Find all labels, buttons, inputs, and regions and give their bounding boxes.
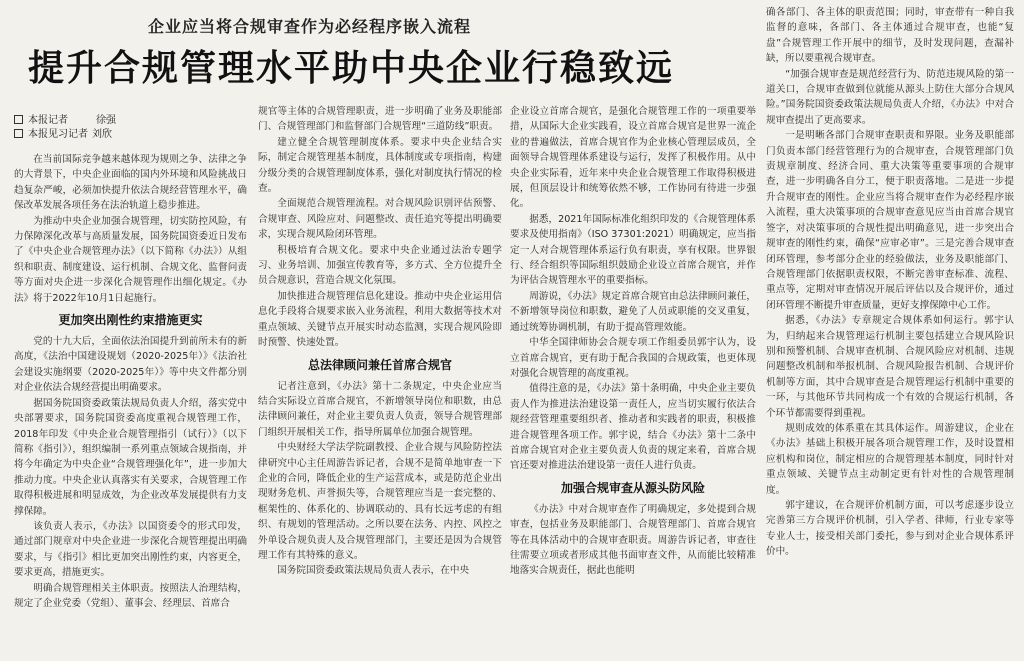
section-heading: 加强合规审查从源头防风险 bbox=[560, 480, 705, 495]
paragraph: 郭宇建议，在合规评价机制方面，可以考虑逐步设立完善第三方合规评价机制，引入学者、律师，行业专家等专业人士，接受相关部门委托，参与到对企业合规体系评价中。 bbox=[766, 500, 1014, 558]
byline-reporter bbox=[14, 111, 116, 126]
paragraph: 记者注意到，《办法》第十二条规定，中央企业应当结合实际设立首席合规官，不新增领导岗位和职数，由总法律顾问兼任，对企业主要负责人负责，领导合规管理部门组织开展相关工作，指导所属单位加强合规管理。 bbox=[258, 380, 502, 438]
paragraph: 党的十九大后，全面依法治国提升到前所未有的新高度，《法治中国建设规划（2020-2025年）》《法治社会建设实施纲要（2020-2025年）》等中央文件都分别对企业依法合规经营提出明确要求。 bbox=[14, 336, 247, 394]
paragraph: 该负责人表示，《办法》以国资委令的形式印发，通过部门规章对中央企业进一步深化合规管理提出明确要求，与《指引》相比更加突出刚性约束，内容更全，要求更高，措施更实。 bbox=[14, 520, 247, 579]
section-heading: 更加突出刚性约束措施更实 bbox=[58, 313, 203, 328]
paragraph: 规则成效的体系重在其具体运作。周游建议，企业在《办法》基础上积极开展各项合规管理工作，及时设置相应机构和岗位，制定相应的合规管理基本制度，同时针对重点领域、关键节点主动制定更有针对性的合规管理制度。 bbox=[766, 422, 1014, 496]
paragraph: 中华全国律师协会合规专项工作组委员郭宇认为，设立首席合规官，更有助于配合我国的合规政策，也更体现对强化合规管理的高度重视。 bbox=[510, 337, 756, 379]
paragraph: 一是明晰各部门合规审查职责和界限。业务及职能部门负责本部门经营管理行为的合规审查，合规管理部门负责规章制度、经济合同、重大决策等重要事项的合规审查，进一步明确各自分工，便于职责落地。二是进一步提升合规审查的刚性。企业应当将合规审查作为必经程序嵌入流程，重大决策事项的合规审查意见应当由首席合规官签字，对决策事项的合规性提出明确意见，进一步突出合规审查的刚性约束，确保“应审必审”。三是完善合规审查闭环管理，参考部分企业的经验做法，业务及职能部门、合规管理部门依据职责权限，不断完善审查标准、流程、重点等，定期对审查情况开展后评估以及合规评价，通过闭环管理不断提升审查质量，更好支撑保障中心工作。 bbox=[766, 130, 1014, 311]
byline-intern bbox=[14, 125, 112, 140]
byline-intern-name: 刘欣 bbox=[92, 129, 112, 140]
paragraph: “加强合规审查是规范经营行为、防范违规风险的第一道关口，合规审查做到位就能从源头上防住大部分合规风险。”国务院国资委政策法规局负责人介绍，《办法》中对合规审查提出了更高要求。 bbox=[766, 68, 1014, 126]
paragraph: 全面规范合规管理流程。对合规风险识别评估预警、合规审查、风险应对、问题整改、责任追究等提出明确要求，实现合规风险闭环管理。 bbox=[258, 198, 502, 241]
paragraph: 据悉，2021年国际标准化组织印发的《合规管理体系要求及使用指南》（ISO 37301:2021）明确规定，应当指定一人对合规管理体系运行负有职责，享有权限。世界银行、经合组织等国际组织鼓励企业设立首席合规官，并作为评估合规管理水平的重要指标。 bbox=[510, 213, 756, 287]
byline-reporter-name: 徐强 bbox=[96, 115, 116, 126]
paragraph: 企业设立首席合规官，是强化合规管理工作的一项重要举措，从国际大企业实践看，设立首席合规官是世界一流企业的普遍做法，首席合规官作为企业核心管理层成员，全面领导合规管理体系建设与运行，发挥了积极作用。从中央企业实际看，近年来中央企业合规管理工作取得积极进展，但顶层设计和统筹依然不够，工作协同有待进一步强化。 bbox=[510, 106, 756, 210]
paragraph: 积极培育合规文化。要求中央企业通过法治专题学习、业务培训、加强宣传教育等，多方式、全方位提升全员合规意识，营造合规文化氛围。 bbox=[258, 244, 502, 287]
paragraph: 《办法》中对合规审查作了明确规定，多处提到合规审查，包括业务及职能部门、合规管理部门、首席合规官等在具体活动中的合规审查职责。周游告诉记者，审查往往需要立项或者形成其他书面审查文件，从而能比较精准地落实合规责任，据此也能明 bbox=[510, 503, 756, 577]
article-headline: 提升合规管理水平助中央企业行稳致远 bbox=[28, 48, 675, 89]
paragraph: 周游说，《办法》规定首席合规官由总法律顾问兼任，不新增领导岗位和职数，避免了人员或职能的交叉重复，通过统筹协调机制，有助于提高管理效能。 bbox=[510, 290, 756, 333]
section-heading: 总法律顾问兼任首席合规官 bbox=[307, 357, 452, 372]
byline-reporter-label: 本报记者 bbox=[28, 115, 68, 126]
paragraph: 中央财经大学法学院副教授、企业合规与风险防控法律研究中心主任周游告诉记者，合规不是简单地审查一下企业的合同，降低企业的生产运营成本，或是防范企业出现财务危机、声誉损失等，合规管理应当是一套完整的、框架性的、体系化的、协调联动的、具有长远考虑的有组织、有规划的管理活动。之所以要在法务、内控、风控之外单设合规负责人及合规管理部门，主要还是因为合规管理工作有其特殊的意义。 bbox=[258, 442, 502, 561]
paragraph: 确各部门、各主体的职责范围；同时，审查带有一种自我监督的意味，各部门、各主体通过合规审查，也能“复盘”合规管理工作开展中的细节，及时发现问题，查漏补缺，所以要重视合规审查。 bbox=[766, 7, 1014, 65]
paragraph: 规官等主体的合规管理职责，进一步明确了业务及职能部门、合规管理部门和监督部门合规管理“三道防线”职责。 bbox=[258, 106, 502, 133]
paragraph: 在当前国际竞争越来越体现为规则之争、法律之争的大背景下，中央企业面临的国内外环境和风险挑战日趋复杂严峻，必须加快提升依法合规经营管理水平，确保改革发展各项任务在法治轨道上稳步推进。 bbox=[14, 154, 247, 212]
article-subtitle: 企业应当将合规审查作为必经程序嵌入流程 bbox=[148, 17, 472, 36]
byline-square-icon bbox=[14, 129, 23, 138]
paragraph: 加快推进合规管理信息化建设。推动中央企业运用信息化手段将合规要求嵌入业务流程，利用大数据等技术对重点领域、关键节点开展实时动态监测，实现合规风险即时预警、快速处置。 bbox=[258, 290, 502, 349]
paragraph: 国务院国资委政策法规局负责人表示，在中央 bbox=[277, 565, 470, 577]
paragraph: 据国务院国资委政策法规局负责人介绍，落实党中央部署要求，国务院国资委高度重视合规管理工作，2018年印发《中央企业合规管理指引（试行）》（以下简称《指引》），组织编制一系列重点领域合规指南，并将今年确定为中央企业“合规管理强化年”，进一步加大推动力度。中央企业认真落实有关要求，合规管理工作取得积极进展和明显成效，为企业改革发展提供有力支撑保障。 bbox=[14, 397, 247, 517]
article-column-2 bbox=[258, 104, 502, 661]
article-column-3 bbox=[510, 104, 756, 661]
article-column-1 bbox=[14, 152, 247, 661]
byline-square-icon bbox=[14, 115, 23, 124]
paragraph: 据悉，《办法》专章规定合规体系如何运行。郭宇认为，归纳起来合规管理运行机制主要包括建立合规风险识别和预警机制、合规审查机制、合规风险应对机制、违规问题整改机制和举报机制、合规风险报告机制、合规评价机制等方面，其中合规审查是合规管理运行机制中重要的一环，与其他环节共同构成一个有效的合规运行机制，各个环节都需要得到重视。 bbox=[766, 315, 1014, 419]
paragraph: 明确合规管理相关主体职责。按照法人治理结构，规定了企业党委（党组）、董事会、经理层、首席合 bbox=[14, 582, 247, 609]
byline-intern-label: 本报见习记者 bbox=[28, 129, 88, 140]
article-column-4 bbox=[766, 5, 1014, 661]
paragraph: 值得注意的是，《办法》第十条明确，中央企业主要负责人作为推进法治建设第一责任人，应当切实履行依法合规经营管理重要组织者、推动者和实践者的职责，积极推进合规管理各项工作。郭宇说，结合《办法》第十二条中首席合规官对企业主要负责人负责的规定来看，首席合规官还要对推进法治建设第一责任人进行负责。 bbox=[510, 383, 756, 472]
paragraph: 建立健全合规管理制度体系。要求中央企业结合实际，制定合规管理基本制度，具体制度或专项指南，构建分级分类的合规管理制度体系，强化对制度执行情况的检查。 bbox=[258, 136, 502, 195]
paragraph: 为推动中央企业加强合规管理，切实防控风险，有力保障深化改革与高质量发展，国务院国资委近日发布了《中央企业合规管理办法》（以下简称《办法》）从组织和职责、制度建设、运行机制、合规文化、监督问责等方面对央企进一步深化合规管理作出细化规定。《办法》将于2022年10月1日起施行。 bbox=[14, 215, 247, 304]
